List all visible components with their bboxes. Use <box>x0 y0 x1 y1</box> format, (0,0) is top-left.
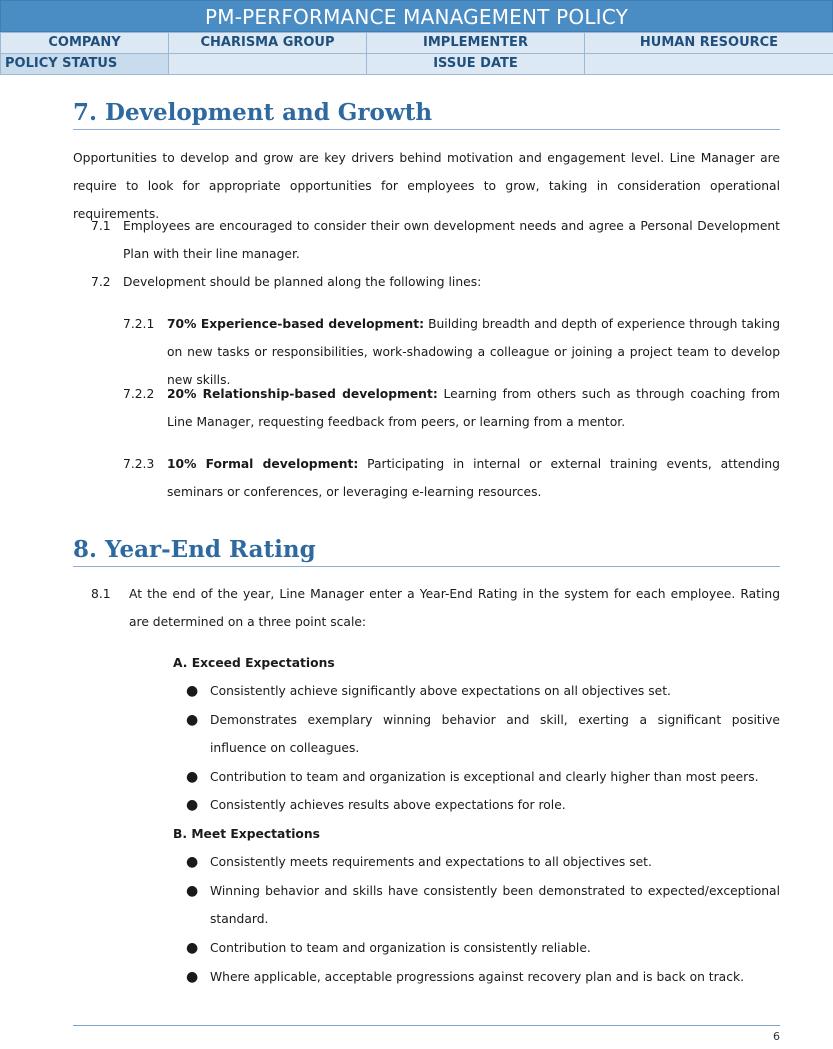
rating-bullet: Winning behavior and skills have consistently been demonstrated to expected/exceptional standard. <box>210 884 780 926</box>
implementer-value: HUMAN RESOURCE <box>585 33 833 54</box>
bullet-icon: ● <box>186 969 199 985</box>
issue-date-label: ISSUE DATE <box>367 54 585 75</box>
item-number: 7.1 <box>91 219 111 233</box>
rating-bullet: Demonstrates exemplary winning behavior and skill, exerting a significant positive influence on colleagues. <box>210 713 780 755</box>
bullet-icon: ● <box>186 769 199 785</box>
bullet-icon: ● <box>186 797 199 813</box>
policy-meta-table <box>0 32 833 75</box>
bullet-icon: ● <box>186 883 199 899</box>
item-text: Employees are encouraged to consider their own development needs and agree a Personal Development Plan with their line manager. <box>123 219 780 261</box>
subitem-text <box>167 450 780 506</box>
item-text: Development should be planned along the following lines: <box>123 275 482 289</box>
bullet-icon: ● <box>186 712 199 728</box>
item-number: 7.2 <box>91 275 111 289</box>
subitem-number: 7.2.3 <box>123 457 155 471</box>
subitem-body: Participating in internal or external training events, attending seminars or conferences, or leveraging e-learning resources. <box>167 457 780 499</box>
company-label: COMPANY <box>1 33 169 54</box>
issue-date-value <box>585 54 833 75</box>
rating-category-label: A. Exceed Expectations <box>173 656 335 670</box>
item-text: At the end of the year, Line Manager enter a Year-End Rating in the system for each employee. Rating are determined on a three point scale: <box>129 587 780 629</box>
rating-bullet: Consistently achieve significantly above expectations on all objectives set. <box>210 684 671 698</box>
section-8-heading: 8. Year-End Rating <box>73 535 780 567</box>
bullet-icon: ● <box>186 940 199 956</box>
rating-category-label: B. Meet Expectations <box>173 827 320 841</box>
page-number: 6 <box>773 1030 780 1043</box>
section-7-intro: Opportunities to develop and grow are key drivers behind motivation and engagement level. Line Manager are require to look for appropriate opportunities for employees to grow, taking in consideration operational requirements. <box>73 151 780 221</box>
subitem-number: 7.2.1 <box>123 317 155 331</box>
document-header <box>0 0 833 75</box>
subitem-lead: 20% Relationship-based development: <box>167 387 438 401</box>
rating-bullet: Consistently achieves results above expectations for role. <box>210 798 566 812</box>
bullet-icon: ● <box>186 683 199 699</box>
subitem-lead: 70% Experience-based development: <box>167 317 425 331</box>
subitem-number: 7.2.2 <box>123 387 155 401</box>
rating-bullet: Contribution to team and organization is consistently reliable. <box>210 941 591 955</box>
rating-bullet: Where applicable, acceptable progressions against recovery plan and is back on track. <box>210 970 745 984</box>
footer-divider <box>73 1025 780 1026</box>
subitem-body: Building breadth and depth of experience through taking on new tasks or responsibilities, work-shadowing a colleague or joining a project team to develop new skills. <box>167 317 780 387</box>
bullet-icon: ● <box>186 854 199 870</box>
document-title: PM-PERFORMANCE MANAGEMENT POLICY <box>0 0 833 32</box>
item-number: 8.1 <box>91 587 111 601</box>
section-7-heading: 7. Development and Growth <box>73 98 780 130</box>
implementer-label: IMPLEMENTER <box>367 33 585 54</box>
subitem-text <box>167 380 780 436</box>
subitem-body: Learning from others such as through coaching from Line Manager, requesting feedback from peers, or learning from a mentor. <box>167 387 780 429</box>
company-value: CHARISMA GROUP <box>169 33 367 54</box>
rating-bullet: Consistently meets requirements and expectations to all objectives set. <box>210 855 652 869</box>
subitem-lead: 10% Formal development: <box>167 457 359 471</box>
policy-status-label: POLICY STATUS <box>1 54 169 75</box>
rating-bullet: Contribution to team and organization is exceptional and clearly higher than most peers. <box>210 770 759 784</box>
policy-status-value <box>169 54 367 75</box>
